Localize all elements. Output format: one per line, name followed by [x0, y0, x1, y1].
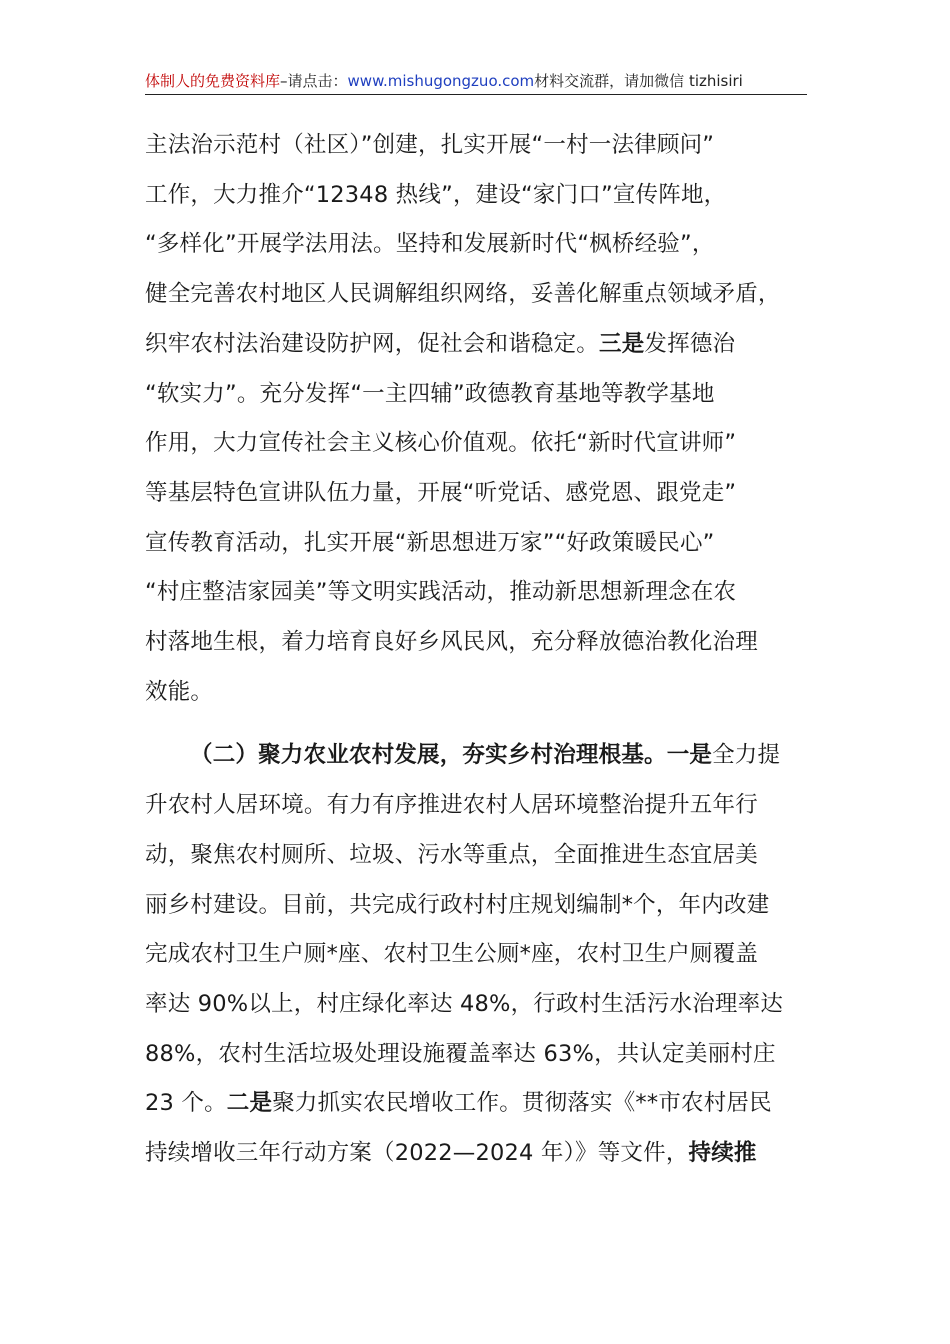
- text-line: 健全完善农村地区人民调解组织网络，妥善化解重点领域矛盾，: [145, 281, 781, 308]
- text-run: 23 个。: [145, 1090, 227, 1117]
- text-line: 88%，农村生活垃圾处理设施覆盖率达 63%，共认定美丽村庄: [145, 1040, 776, 1067]
- bold-run: 持续推: [688, 1140, 757, 1167]
- text-run: 持续增收三年行动方案（2022—2024 年）》等文件，: [145, 1140, 689, 1167]
- header-contact-text: 材料交流群，请加微信 tizhisiri: [534, 72, 743, 90]
- text-line: 村落地生根，着力培育良好乡风民风，充分释放德治教化治理: [145, 629, 758, 656]
- text-run: 发挥德治: [644, 330, 736, 357]
- text-line: 等基层特色宣讲队伍力量，开展“听党话、感党恩、跟党走”: [145, 479, 737, 506]
- text-line: 工作，大力推介“12348 热线”，建设“家门口”宣传阵地，: [145, 181, 727, 208]
- text-line: 动，聚焦农村厕所、垃圾、污水等重点，全面推进生态宜居美: [145, 841, 758, 868]
- text-run: 聚力抓实农民增收工作。贯彻落实《**市农村居民: [272, 1090, 772, 1117]
- page-header: [145, 68, 807, 95]
- text-line: “村庄整洁家园美”等文明实践活动，推动新思想新理念在农: [145, 579, 737, 606]
- text-line: 升农村人居环境。有力有序推进农村人居环境整治提升五年行: [145, 792, 758, 819]
- header-url-link[interactable]: www.mishugongzuo.com: [347, 72, 535, 90]
- text-line: 丽乡村建设。目前，共完成行政村村庄规划编制*个，年内改建: [145, 891, 770, 918]
- bold-run: 三是: [599, 330, 645, 357]
- text-line: 主法治示范村（社区）”创建，扎实开展“一村一法律顾问”: [145, 132, 715, 158]
- text-line: “软实力”。充分发挥“一主四辅”政德教育基地等教学基地: [145, 380, 715, 407]
- bold-run: （二）聚力农业农村发展，夯实乡村治理根基。一是: [190, 742, 713, 769]
- text-line: 宣传教育活动，扎实开展“新思想进万家”“好政策暖民心”: [145, 529, 715, 556]
- document-body: [145, 121, 807, 1179]
- header-library-name: 体制人的免费资料库: [145, 72, 281, 90]
- text-run: 织牢农村法治建设防护网，促社会和谐稳定。: [145, 330, 600, 357]
- section-heading-line: [145, 731, 807, 781]
- text-line: 作用，大力宣传社会主义核心价值观。依托“新时代宣讲师”: [145, 430, 737, 457]
- text-line: “多样化”开展学法用法。坚持和发展新时代“枫桥经验”，: [145, 231, 715, 258]
- text-line: [145, 1129, 807, 1179]
- bold-run: 二是: [226, 1090, 273, 1117]
- text-line: [145, 1079, 807, 1129]
- text-line: [145, 320, 807, 370]
- text-line: 率达 90%以上，村庄绿化率达 48%，行政村生活污水治理率达: [145, 990, 784, 1017]
- text-line: 完成农村卫生户厕*座、农村卫生公厕*座，农村卫生户厕覆盖: [145, 941, 759, 968]
- text-run: 全力提: [712, 742, 781, 769]
- text-line: 效能。: [145, 678, 214, 705]
- header-click-prompt: –请点击：: [280, 72, 348, 90]
